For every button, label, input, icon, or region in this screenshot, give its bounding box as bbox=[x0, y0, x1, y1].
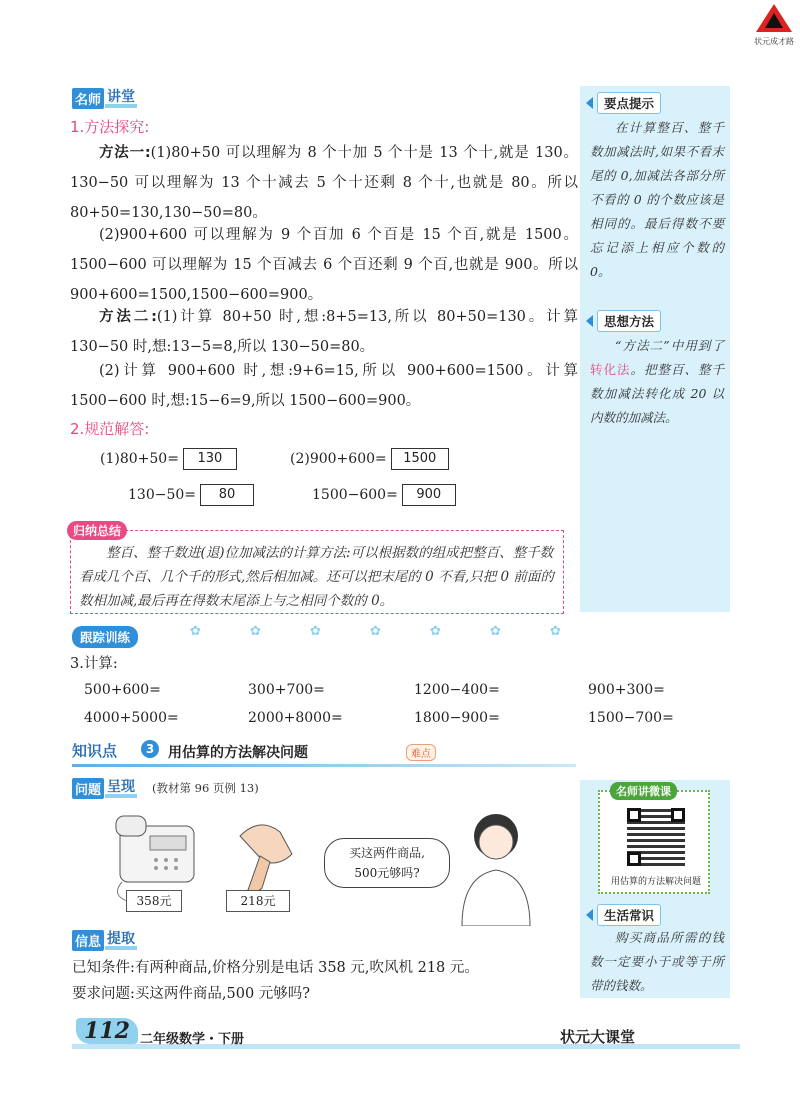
book-title: 二年级数学・下册 bbox=[140, 1032, 245, 1047]
tip1-tag: 要点提示 bbox=[586, 92, 661, 114]
training-tag: 跟踪训练 bbox=[72, 626, 138, 648]
brand-name: 状元大课堂 bbox=[560, 1028, 636, 1046]
calc-item: 1200−400= bbox=[414, 682, 500, 698]
knowledge-title: 用估算的方法解决问题 bbox=[168, 745, 308, 761]
qr-corner bbox=[627, 852, 641, 866]
answer-box: 1500 bbox=[391, 448, 449, 470]
known-conditions: 已知条件:有两种商品,价格分别是电话 358 元,吹风机 218 元。 bbox=[72, 960, 479, 976]
answer-box: 80 bbox=[200, 484, 254, 506]
price-tag-dryer: 218元 bbox=[226, 890, 290, 912]
method-one-part1: 方法一:(1)80+50 可以理解为 8 个十加 5 个十是 13 个十,就是 130。130−50 可以理解为 13 个十减去 5 个十还剩 8 个十,也就是 80。所以 80+50=130,130−50=80。 bbox=[70, 145, 578, 221]
divider bbox=[72, 764, 576, 767]
tag-pointer-icon bbox=[586, 315, 593, 327]
tip2-tag: 思想方法 bbox=[586, 310, 661, 332]
method-title: 1.方法探究: bbox=[70, 118, 150, 136]
page-number: 112 bbox=[76, 1018, 138, 1044]
calc-item: 900+300= bbox=[588, 682, 665, 698]
tip3-tag: 生活常识 bbox=[586, 904, 661, 926]
answer-3: 130−50= 80 bbox=[128, 484, 254, 506]
qr-corner bbox=[627, 808, 641, 822]
tip2-text: “方法二”中用到了转化法。把整百、整千数加减法转化成 20 以内数的加减法。 bbox=[590, 338, 724, 425]
brand-logo bbox=[752, 4, 796, 50]
qr-title: 名师讲微课 bbox=[610, 782, 677, 800]
paw-icon: ✿ bbox=[490, 624, 501, 639]
sidebar-panel-top bbox=[580, 86, 730, 612]
speech-bubble: 买这两件商品, 500元够吗? bbox=[324, 838, 450, 888]
knowledge-point-header: 知识点 3 用估算的方法解决问题 难点 bbox=[72, 738, 572, 768]
calc-item: 1500−700= bbox=[588, 710, 674, 726]
logo-text: 状元成才路 bbox=[754, 37, 794, 46]
paw-icon: ✿ bbox=[430, 624, 441, 639]
tag-pointer-icon bbox=[586, 909, 593, 921]
teacher-figure-icon bbox=[462, 814, 530, 926]
paw-icon: ✿ bbox=[370, 624, 381, 639]
calc-item: 300+700= bbox=[248, 682, 325, 698]
method-one-part2: (2)900+600 可以理解为 9 个百加 6 个百是 15 个百,就是 1500。1500−600 可以理解为 15 个百减去 6 个百还剩 9 个百,也就是 900。所以 900+600=1500,1500−600=900。 bbox=[70, 227, 578, 303]
qr-corner bbox=[671, 808, 685, 822]
paw-icon: ✿ bbox=[550, 624, 561, 639]
teacher-section-tag: 名师 讲堂 bbox=[72, 88, 137, 109]
calc-item: 500+600= bbox=[84, 682, 161, 698]
paw-decoration bbox=[150, 622, 580, 642]
answer-box: 900 bbox=[402, 484, 456, 506]
knowledge-number-badge: 3 bbox=[141, 740, 159, 758]
calc-item: 4000+5000= bbox=[84, 710, 179, 726]
qr-code-card[interactable] bbox=[598, 785, 710, 894]
tip3-text: 购买商品所需的钱数一定要小于或等于所带的钱数。 bbox=[590, 930, 724, 993]
tag-pointer-icon bbox=[586, 97, 593, 109]
tip1-text: 在计算整百、整千数加减法时,如果不看末尾的 0,加减法各部分所不看的 0 的个数应该是相同的。最后得数不要忘记添上相应个数的 0。 bbox=[590, 120, 724, 279]
standard-answer-title: 2.规范解答: bbox=[70, 420, 150, 438]
highlight-term: 转化法 bbox=[590, 362, 631, 377]
qr-caption: 用估算的方法解决问题 bbox=[610, 877, 701, 887]
logo-triangle-icon bbox=[756, 4, 792, 32]
summary-box bbox=[70, 524, 564, 614]
summary-tag: 归纳总结 bbox=[67, 521, 127, 540]
info-tag: 信息 提取 bbox=[72, 930, 137, 951]
price-tag-phone: 358元 bbox=[126, 890, 182, 912]
calc-item: 1800−900= bbox=[414, 710, 500, 726]
answer-2: (2)900+600= 1500 bbox=[290, 448, 449, 470]
summary-text: 整百、整千数进(退)位加减法的计算方法:可以根据数的组成把整百、整千数看成几个百、几个千的形式,然后相加减。还可以把末尾的 0 不看,只把 0 前面的数相加减,最后再在得数末尾添上与之相同个数的 0。 bbox=[79, 545, 554, 609]
method-two-part1: 方法二:(1)计算 80+50 时,想:8+5=13,所以 80+50=130。计算 130−50 时,想:13−5=8,所以 130−50=80。 bbox=[70, 309, 578, 355]
problem-tag: 问题 呈现 bbox=[72, 778, 137, 799]
answer-box: 130 bbox=[183, 448, 237, 470]
answer-1: (1)80+50= 130 bbox=[100, 448, 237, 470]
answer-4: 1500−600= 900 bbox=[312, 484, 456, 506]
question-asked: 要求问题:买这两件商品,500 元够吗? bbox=[72, 986, 311, 1002]
paw-icon: ✿ bbox=[310, 624, 321, 639]
method-two-part2: (2)计算 900+600 时,想:9+6=15,所以 900+600=1500。计算 1500−600 时,想:15−6=9,所以 1500−600=900。 bbox=[70, 363, 578, 409]
paw-icon: ✿ bbox=[250, 624, 261, 639]
problem-illustration bbox=[110, 806, 550, 926]
problem-reference: (教材第 96 页例 13) bbox=[152, 781, 259, 795]
calc-item: 2000+8000= bbox=[248, 710, 343, 726]
calc-title: 3.计算: bbox=[70, 656, 118, 672]
difficulty-badge: 难点 bbox=[406, 744, 436, 761]
paw-icon: ✿ bbox=[190, 624, 201, 639]
